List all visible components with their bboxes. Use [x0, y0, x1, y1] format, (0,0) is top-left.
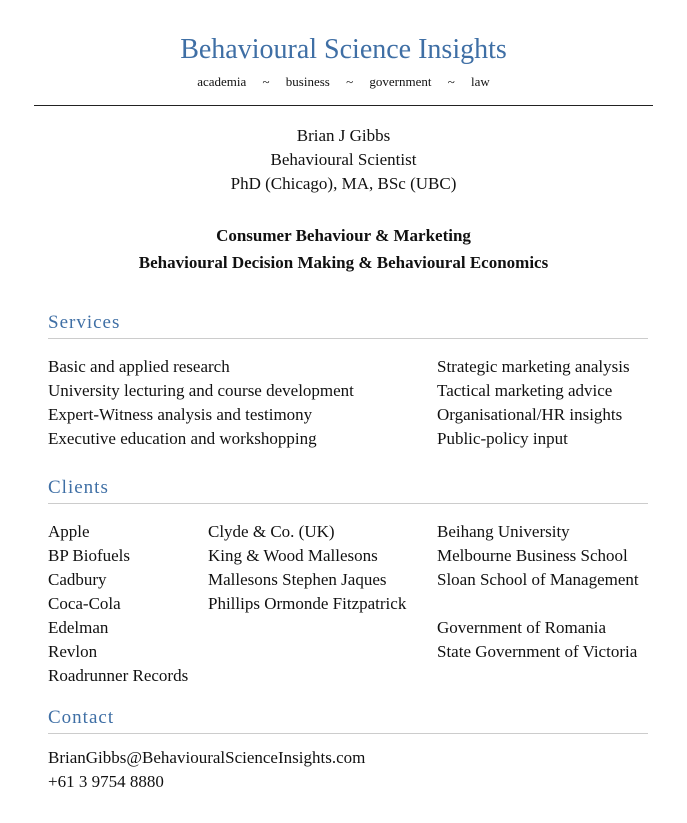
clients-column-1 [48, 520, 188, 688]
profile-degrees: PhD (Chicago), MA, BSc (UBC) [230, 174, 457, 193]
site-title: Behavioural Science Insights [180, 34, 507, 65]
profile-name: Brian J Gibbs [296, 126, 391, 145]
profile-role: Behavioural Scientist [270, 150, 417, 169]
focus-areas [0, 222, 687, 276]
service-item: Executive education and workshopping [48, 429, 317, 448]
clients-divider [48, 503, 648, 504]
service-item: Expert-Witness analysis and testimony [48, 405, 313, 424]
client-item: State Government of Victoria [437, 642, 638, 661]
client-item: Phillips Ormonde Fitzpatrick [208, 594, 407, 613]
services-left-list [48, 355, 354, 451]
service-item: Tactical marketing advice [437, 381, 613, 400]
focus-line-2: Behavioural Decision Making & Behavioural Economics [138, 253, 549, 272]
clients-heading: Clients [48, 477, 109, 498]
client-item: Coca-Cola [48, 594, 121, 613]
client-item: Apple [48, 522, 90, 541]
services-heading: Services [48, 312, 121, 333]
tagline: academia ~ business ~ government ~ law [197, 74, 490, 89]
service-item: Organisational/HR insights [437, 405, 623, 424]
client-item: Government of Romania [437, 618, 607, 637]
client-item: Revlon [48, 642, 98, 661]
service-item: Basic and applied research [48, 357, 230, 376]
client-item: Cadbury [48, 570, 107, 589]
service-item: University lecturing and course development [48, 381, 354, 400]
service-item: Public-policy input [437, 429, 568, 448]
contact-phone: +61 3 9754 8880 [48, 772, 164, 791]
client-item: Beihang University [437, 522, 570, 541]
focus-line-1: Consumer Behaviour & Marketing [216, 226, 471, 245]
clients-column-3-academic [437, 520, 639, 592]
contact-details [48, 746, 365, 794]
client-item: Edelman [48, 618, 109, 637]
client-item: Melbourne Business School [437, 546, 628, 565]
client-item: Roadrunner Records [48, 666, 189, 685]
client-item: King & Wood Mallesons [208, 546, 378, 565]
profile-block [0, 124, 687, 196]
client-item: Mallesons Stephen Jaques [208, 570, 387, 589]
client-item: Clyde & Co. (UK) [208, 522, 335, 541]
header-divider [34, 105, 653, 106]
clients-column-2 [208, 520, 406, 616]
service-item: Strategic marketing analysis [437, 357, 630, 376]
services-right-list [437, 355, 630, 451]
client-item: Sloan School of Management [437, 570, 639, 589]
contact-email-link[interactable]: BrianGibbs@BehaviouralScienceInsights.com [48, 748, 366, 767]
contact-divider [48, 733, 648, 734]
services-divider [48, 338, 648, 339]
clients-column-3-government [437, 616, 637, 664]
client-item: BP Biofuels [48, 546, 131, 565]
contact-heading: Contact [48, 707, 115, 728]
